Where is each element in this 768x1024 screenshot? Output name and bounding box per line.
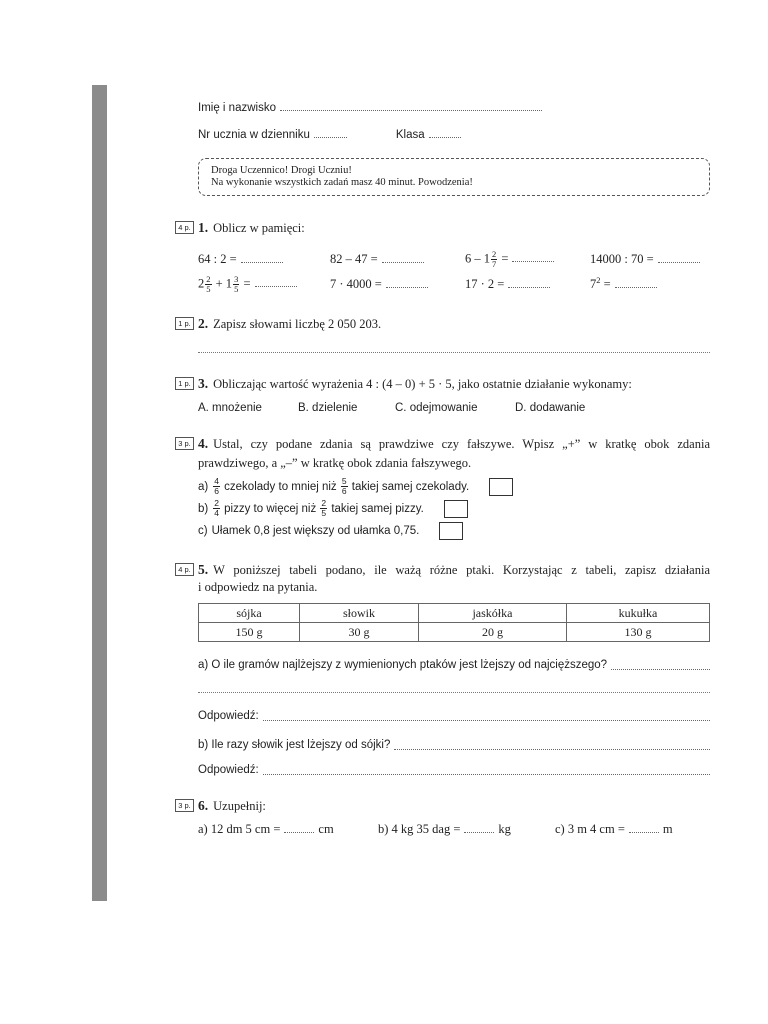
task-2-heading <box>198 316 381 332</box>
answer-line <box>198 692 710 693</box>
answer-blank <box>284 824 314 833</box>
option-d: D. dodawanie <box>515 402 586 414</box>
task-prompt: Zapisz słowami liczbę 2 050 203. <box>213 317 382 331</box>
question-b-line <box>198 737 710 753</box>
answer-label: Odpowiedź: <box>198 710 259 722</box>
fraction-numerator: 3 <box>234 274 239 284</box>
answer-blank <box>382 254 424 263</box>
answer-blank <box>512 253 554 262</box>
table-cell: 130 g <box>566 623 709 642</box>
task-number: 2. <box>198 316 209 331</box>
expression-text: czekolady to mniej niż <box>220 481 340 493</box>
fraction-denominator: 7 <box>492 259 497 269</box>
question-a: a) O ile gramów najlżejszy z wymienionych ptaków jest lżejszy od najcięższego? <box>198 659 608 671</box>
expression-text: = <box>600 277 611 291</box>
task-number: 5. <box>198 562 209 577</box>
fraction <box>213 477 220 496</box>
conversion-expression: a) 12 dm 5 cm = <box>198 822 281 836</box>
fraction-numerator: 2 <box>206 274 211 284</box>
expression-text: 17 · 2 = <box>465 277 505 291</box>
statement-b <box>198 498 468 520</box>
task-5-prompt-continued: i odpowiedz na pytania. <box>198 580 318 594</box>
fraction-numerator: 2 <box>214 498 219 509</box>
expression-text: 64 : 2 = <box>198 252 237 266</box>
expression-text: takiej samej pizzy. <box>328 503 424 515</box>
expression-text: takiej samej czekolady. <box>348 481 470 493</box>
name-blank <box>280 101 542 111</box>
fraction-denominator: 6 <box>214 486 219 497</box>
conversion-expression: b) 4 kg 35 dag = <box>378 822 461 836</box>
answer-box <box>439 522 463 540</box>
answer-blank <box>615 279 657 288</box>
table-cell: 150 g <box>199 623 300 642</box>
name-label: Imię i nazwisko <box>198 102 276 114</box>
task-prompt: Oblicz w pamięci: <box>213 221 305 235</box>
statement-c <box>198 520 463 542</box>
conversion-item-b <box>378 821 511 837</box>
exercise <box>330 252 465 267</box>
name-line <box>198 100 542 116</box>
fraction <box>341 477 348 496</box>
student-number-label: Nr ucznia w dzienniku <box>198 129 310 141</box>
option-a: A. mnożenie <box>198 402 262 414</box>
table-header-row <box>199 604 710 623</box>
task-6-heading <box>198 798 266 814</box>
table-cell: 20 g <box>419 623 567 642</box>
expression-text: 7 <box>590 277 597 291</box>
fraction <box>205 275 211 294</box>
statement-label: c) <box>198 525 208 537</box>
task-number: 6. <box>198 798 209 813</box>
fraction <box>233 275 239 294</box>
answer-blank <box>611 669 710 670</box>
expression-text: pizzy to więcej niż <box>220 503 320 515</box>
answer-blank <box>508 279 550 288</box>
points-badge: 4 p. <box>175 221 194 234</box>
task-prompt: Uzupełnij: <box>213 799 266 813</box>
expression-text: = <box>240 276 251 291</box>
exercise <box>330 277 465 292</box>
task-number: 3. <box>198 376 209 391</box>
instructions-box <box>198 158 710 196</box>
conversion-item-c <box>555 821 673 837</box>
task-prompt: W poniższej tabeli podano, ile ważą różne ptaki. Korzystając z tabeli, zapisz działania <box>213 563 710 577</box>
expression-text: Ułamek 0,8 jest większy od ułamka 0,75. <box>211 525 420 537</box>
fraction <box>491 250 497 269</box>
exercise <box>465 277 590 292</box>
statement-a <box>198 476 513 498</box>
expression-text: = <box>498 251 509 266</box>
expression-text: + 1 <box>212 276 233 291</box>
points-badge: 1 p. <box>175 377 194 390</box>
exercise <box>198 275 330 294</box>
fraction-numerator: 4 <box>214 476 219 487</box>
table-header: sójka <box>199 604 300 623</box>
expression-text: 6 – 1 <box>465 251 490 266</box>
fraction-numerator: 2 <box>321 498 327 509</box>
student-number-line <box>198 127 461 143</box>
instructions-time: Na wykonanie wszystkich zadań masz 40 minut. Powodzenia! <box>211 177 473 188</box>
task-3-heading <box>198 376 632 392</box>
task-number: 4. <box>198 436 209 451</box>
fraction-denominator: 5 <box>206 284 211 294</box>
task-1-exercises <box>198 247 710 297</box>
task-prompt: Obliczając wartość wyrażenia 4 : (4 – 0) + 5 · 5, jako ostatnie działanie wykonamy: <box>213 377 632 391</box>
table-header: jaskółka <box>419 604 567 623</box>
bird-weight-table <box>198 603 710 642</box>
task-prompt: Ustal, czy podane zdania są prawdziwe czy fałszywe. Wpisz „+” w kratkę obok zdania <box>213 437 710 451</box>
conversion-unit: kg <box>498 822 511 836</box>
class-blank <box>429 128 461 138</box>
answer-blank <box>241 254 283 263</box>
instructions-greeting: Droga Uczennico! Drogi Uczniu! <box>211 165 352 176</box>
answer-blank <box>255 278 297 287</box>
points-badge: 3 p. <box>175 437 194 450</box>
fraction-numerator: 2 <box>492 249 497 259</box>
fraction <box>213 499 220 518</box>
expression-text: 82 – 47 = <box>330 252 378 266</box>
exercise <box>590 274 710 292</box>
conversion-unit: m <box>662 822 673 836</box>
conversion-item-a <box>198 821 334 837</box>
task-1-heading <box>198 220 305 236</box>
expression-text: 2 <box>198 276 205 291</box>
fraction <box>320 499 327 518</box>
statement-label: a) <box>198 481 209 493</box>
conversion-unit: cm <box>318 822 334 836</box>
points-badge: 3 p. <box>175 799 194 812</box>
conversion-expression: c) 3 m 4 cm = <box>555 822 625 836</box>
task-4-prompt-continued: prawdziwego, a „–” w kratkę obok zdania fałszywego. <box>198 456 472 470</box>
answer-a-line <box>198 708 710 724</box>
exercise <box>465 250 590 269</box>
statement-label: b) <box>198 503 209 515</box>
superscript: 2 <box>596 274 601 285</box>
page-margin-bar <box>92 85 107 901</box>
table-cell: 30 g <box>299 623 418 642</box>
fraction-denominator: 6 <box>341 486 347 497</box>
answer-blank <box>394 749 710 750</box>
fraction-denominator: 5 <box>321 508 327 519</box>
answer-blank <box>629 824 659 833</box>
fraction-numerator: 5 <box>341 476 347 487</box>
answer-label: Odpowiedź: <box>198 764 259 776</box>
answer-blank <box>658 254 700 263</box>
answer-blank <box>464 824 494 833</box>
table-header: kukułka <box>566 604 709 623</box>
answer-box <box>489 478 513 496</box>
fraction-denominator: 5 <box>234 284 239 294</box>
question-b: b) Ile razy słowik jest lżejszy od sójki? <box>198 739 391 751</box>
fraction-denominator: 4 <box>214 508 219 519</box>
task-number: 1. <box>198 220 209 235</box>
points-badge: 4 p. <box>175 563 194 576</box>
exercise <box>198 252 330 267</box>
question-a-line <box>198 657 710 673</box>
answer-line <box>198 352 710 353</box>
points-badge: 1 p. <box>175 317 194 330</box>
expression-text: 7 · 4000 = <box>330 277 382 291</box>
expression-text: 14000 : 70 = <box>590 252 654 266</box>
answer-box <box>444 500 468 518</box>
answer-blank <box>263 720 710 721</box>
answer-blank <box>263 774 710 775</box>
option-b: B. dzielenie <box>298 402 358 414</box>
class-label: Klasa <box>395 129 425 141</box>
answer-b-line <box>198 762 710 778</box>
option-c: C. odejmowanie <box>395 402 478 414</box>
student-number-blank <box>314 128 347 138</box>
task-4-heading <box>198 436 710 452</box>
table-row <box>199 623 710 642</box>
exercise <box>590 252 710 267</box>
table-header: słowik <box>299 604 418 623</box>
task-5-heading <box>198 562 710 578</box>
answer-blank <box>386 279 428 288</box>
